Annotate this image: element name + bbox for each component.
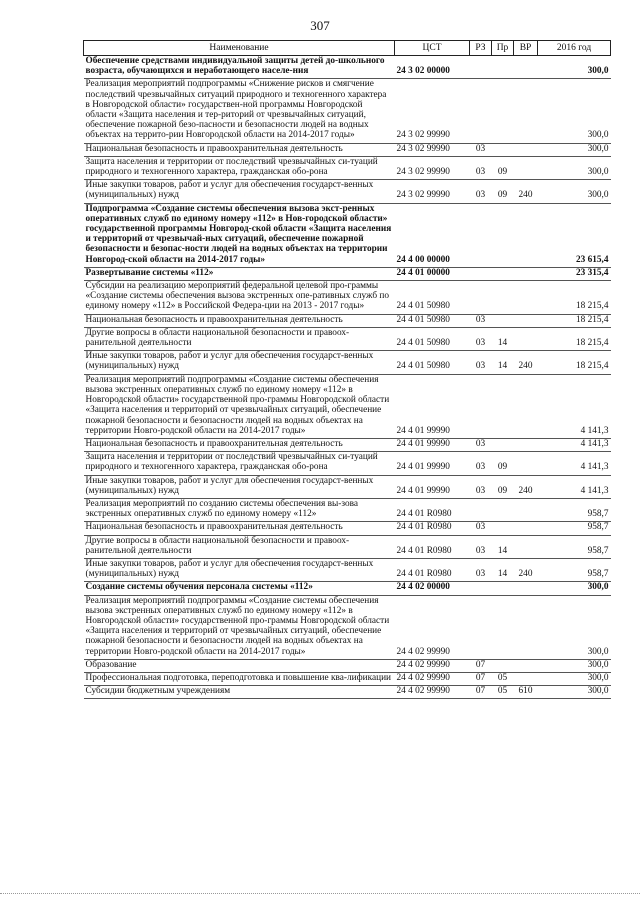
cell-pr: 09 — [492, 156, 514, 179]
cell-sum: 300,0 — [538, 659, 611, 672]
header-pr: Пр — [492, 41, 514, 56]
cell-rz: 03 — [470, 351, 492, 374]
cell-sum: 23 615,4 — [538, 203, 611, 267]
cell-sum: 300,0 — [538, 156, 611, 179]
cell-vr — [514, 522, 538, 535]
cell-cst: 24 4 01 99990 — [395, 374, 470, 438]
cell-pr — [492, 659, 514, 672]
cell-pr: 05 — [492, 686, 514, 699]
table-row — [84, 659, 611, 672]
cell-name: Иные закупки товаров, работ и услуг для обеспечения государст-венных (муниципальных) нужд — [84, 351, 395, 374]
table-row — [84, 351, 611, 374]
cell-pr — [492, 281, 514, 315]
cell-vr — [514, 79, 538, 143]
cell-rz — [470, 56, 492, 79]
cell-pr: 14 — [492, 351, 514, 374]
cell-vr — [514, 582, 538, 595]
cell-rz: 03 — [470, 156, 492, 179]
table-row — [84, 327, 611, 350]
cell-sum: 4 141,3 — [538, 452, 611, 475]
cell-vr — [514, 314, 538, 327]
cell-vr — [514, 498, 538, 521]
cell-cst: 24 4 02 99990 — [395, 686, 470, 699]
table-row — [84, 281, 611, 315]
cell-vr — [514, 281, 538, 315]
table-body — [84, 56, 611, 699]
cell-name: Иные закупки товаров, работ и услуг для обеспечения государст-венных (муниципальных) нужд — [84, 558, 395, 581]
cell-rz — [470, 79, 492, 143]
table-row — [84, 595, 611, 659]
cell-cst: 24 4 01 R0980 — [395, 535, 470, 558]
cell-name: Профессиональная подготовка, переподготовка и повышение ква-лификации — [84, 672, 395, 685]
cell-pr — [492, 56, 514, 79]
cell-name: Реализация мероприятий подпрограммы «Создание системы обеспечения вызова экстренных оперативных служб по единому номеру «112» в Новгородской области» государственной про-граммы Новгородской области «Защита населения и территорий от чрезвычайных ситуаций, обеспечение пожарной безопасности и безопасности людей на водных объектах на территории Новго-родской области на 2014-2017 годы» — [84, 595, 395, 659]
header-name: Наименование — [84, 41, 395, 56]
cell-pr — [492, 438, 514, 451]
cell-name: Развертывание системы «112» — [84, 267, 395, 280]
scan-edge-dots — [0, 893, 640, 896]
cell-name: Защита населения и территории от последствий чрезвычайных си-туаций природного и техногенного характера, гражданская обо-рона — [84, 452, 395, 475]
cell-name: Иные закупки товаров, работ и услуг для обеспечения государст-венных (муниципальных) нужд — [84, 475, 395, 498]
cell-cst: 24 4 01 99990 — [395, 438, 470, 451]
cell-sum: 300,0 — [538, 582, 611, 595]
cell-rz — [470, 374, 492, 438]
cell-name: Реализация мероприятий подпрограммы «Создание системы обеспечения вызова экстренных оперативных служб по единому номеру «112» в Новгородской области» государственной про-граммы Новгородской области «Защита населения и территорий от чрезвычайных ситуаций, обеспечение пожарной безопасности и безопасности людей на водных объектах на территории Новго-родской области на 2014-2017 годы» — [84, 374, 395, 438]
budget-table — [83, 40, 611, 699]
cell-cst: 24 4 01 50980 — [395, 351, 470, 374]
cell-pr — [492, 522, 514, 535]
table-row — [84, 522, 611, 535]
cell-pr — [492, 595, 514, 659]
cell-cst: 24 3 02 99990 — [395, 180, 470, 203]
cell-name: Национальная безопасность и правоохранительная деятельность — [84, 143, 395, 156]
cell-sum: 23 315,4 — [538, 267, 611, 280]
cell-name: Реализация мероприятий по созданию системы обеспечения вы-зова экстренных оперативных служб по единому номеру «112» — [84, 498, 395, 521]
cell-pr — [492, 314, 514, 327]
cell-sum: 300,0 — [538, 56, 611, 79]
cell-pr: 14 — [492, 535, 514, 558]
cell-rz — [470, 281, 492, 315]
cell-rz — [470, 498, 492, 521]
cell-pr — [492, 79, 514, 143]
cell-vr — [514, 452, 538, 475]
cell-sum: 300,0 — [538, 686, 611, 699]
cell-sum: 300,0 — [538, 79, 611, 143]
cell-rz — [470, 595, 492, 659]
cell-vr: 610 — [514, 686, 538, 699]
cell-name: Создание системы обучения персонала системы «112» — [84, 582, 395, 595]
cell-rz: 03 — [470, 438, 492, 451]
cell-name: Национальная безопасность и правоохранительная деятельность — [84, 522, 395, 535]
cell-vr — [514, 535, 538, 558]
cell-rz: 03 — [470, 558, 492, 581]
table-row — [84, 156, 611, 179]
table-row — [84, 180, 611, 203]
cell-sum: 300,0 — [538, 672, 611, 685]
cell-sum: 300,0 — [538, 595, 611, 659]
cell-sum: 300,0 — [538, 180, 611, 203]
cell-vr — [514, 327, 538, 350]
cell-cst: 24 4 01 R0980 — [395, 498, 470, 521]
cell-sum: 958,7 — [538, 558, 611, 581]
cell-rz: 03 — [470, 452, 492, 475]
cell-cst: 24 4 01 99990 — [395, 475, 470, 498]
cell-rz: 07 — [470, 686, 492, 699]
cell-vr — [514, 143, 538, 156]
cell-rz — [470, 267, 492, 280]
cell-pr: 05 — [492, 672, 514, 685]
cell-sum: 4 141,3 — [538, 438, 611, 451]
cell-name: Образование — [84, 659, 395, 672]
cell-cst: 24 4 01 50980 — [395, 327, 470, 350]
table-row — [84, 374, 611, 438]
cell-sum: 958,7 — [538, 535, 611, 558]
cell-vr: 240 — [514, 475, 538, 498]
cell-cst: 24 4 01 R0980 — [395, 522, 470, 535]
cell-name: Национальная безопасность и правоохранительная деятельность — [84, 438, 395, 451]
cell-cst: 24 3 02 99990 — [395, 143, 470, 156]
cell-pr: 09 — [492, 475, 514, 498]
cell-name: Реализация мероприятий подпрограммы «Снижение рисков и смягчение последствий чрезвычайных ситуаций природного и техногенного характера в Новгородской области» государствен-ной программы Новгородской области «Защита населения и тер-риторий от чрезвычайных ситуаций, обеспечение пожарной безо-пасности и безопасности людей на водных объектах на террито-рии Новгородской области на 2014-2017 годы» — [84, 79, 395, 143]
table-row — [84, 56, 611, 79]
table-row — [84, 203, 611, 267]
cell-name: Субсидии на реализацию мероприятий федеральной целевой про-граммы «Создание системы обеспечения вызова экстренных опе-ративных служб по единому номеру «112» в Российской Федера-ции на 2013 - 2017 годы» — [84, 281, 395, 315]
cell-rz: 03 — [470, 180, 492, 203]
table-row — [84, 582, 611, 595]
cell-sum: 18 215,4 — [538, 281, 611, 315]
cell-cst: 24 4 01 00000 — [395, 267, 470, 280]
cell-cst: 24 4 01 50980 — [395, 281, 470, 315]
cell-pr — [492, 143, 514, 156]
cell-cst: 24 3 02 00000 — [395, 56, 470, 79]
cell-name: Другие вопросы в области национальной безопасности и правоох-ранительной деятельности — [84, 535, 395, 558]
cell-pr — [492, 582, 514, 595]
header-rz: РЗ — [470, 41, 492, 56]
cell-name: Иные закупки товаров, работ и услуг для обеспечения государст-венных (муниципальных) нужд — [84, 180, 395, 203]
table-row — [84, 267, 611, 280]
cell-rz: 03 — [470, 475, 492, 498]
cell-name: Субсидии бюджетным учреждениям — [84, 686, 395, 699]
cell-rz: 03 — [470, 314, 492, 327]
cell-cst: 24 4 02 00000 — [395, 582, 470, 595]
cell-pr: 09 — [492, 452, 514, 475]
cell-name: Подпрограмма «Создание системы обеспечения вызова экст-ренных оперативных служб по единому номеру «112» в Нов-городской области» государственной программы Новгород-ской области «Защита населения и территорий от чрезвычай-ных ситуаций, обеспечение пожарной безопасности и безопас-ности людей на водных объектах на территории Новгород-ской области на 2014-2017 годы» — [84, 203, 395, 267]
cell-vr: 240 — [514, 558, 538, 581]
cell-sum: 18 215,4 — [538, 314, 611, 327]
cell-cst: 24 4 02 99990 — [395, 595, 470, 659]
cell-vr — [514, 203, 538, 267]
table-row — [84, 672, 611, 685]
cell-name: Другие вопросы в области национальной безопасности и правоох-ранительной деятельности — [84, 327, 395, 350]
cell-vr: 240 — [514, 351, 538, 374]
cell-sum: 4 141,3 — [538, 475, 611, 498]
cell-rz: 07 — [470, 672, 492, 685]
cell-vr — [514, 659, 538, 672]
cell-cst: 24 3 02 99990 — [395, 156, 470, 179]
cell-vr — [514, 56, 538, 79]
cell-cst: 24 4 00 00000 — [395, 203, 470, 267]
cell-pr — [492, 498, 514, 521]
cell-sum: 958,7 — [538, 522, 611, 535]
cell-sum: 18 215,4 — [538, 327, 611, 350]
cell-name: Национальная безопасность и правоохранительная деятельность — [84, 314, 395, 327]
cell-sum: 300,0 — [538, 143, 611, 156]
table-row — [84, 558, 611, 581]
cell-vr — [514, 156, 538, 179]
cell-sum: 4 141,3 — [538, 374, 611, 438]
header-2016: 2016 год — [538, 41, 611, 56]
cell-pr — [492, 374, 514, 438]
table-row — [84, 143, 611, 156]
header-cst: ЦСТ — [395, 41, 470, 56]
table-row — [84, 498, 611, 521]
table-row — [84, 452, 611, 475]
table-row — [84, 314, 611, 327]
cell-pr — [492, 203, 514, 267]
cell-rz — [470, 582, 492, 595]
cell-rz: 03 — [470, 535, 492, 558]
cell-vr: 240 — [514, 180, 538, 203]
cell-sum: 18 215,4 — [538, 351, 611, 374]
cell-cst: 24 4 02 99990 — [395, 672, 470, 685]
cell-vr — [514, 374, 538, 438]
cell-rz: 03 — [470, 143, 492, 156]
cell-rz — [470, 203, 492, 267]
table-row — [84, 535, 611, 558]
cell-cst: 24 4 01 50980 — [395, 314, 470, 327]
cell-vr — [514, 438, 538, 451]
cell-vr — [514, 672, 538, 685]
header-vr: ВР — [514, 41, 538, 56]
table-row — [84, 475, 611, 498]
cell-name: Защита населения и территории от последствий чрезвычайных си-туаций природного и техногенного характера, гражданская обо-рона — [84, 156, 395, 179]
table-header — [84, 41, 611, 56]
cell-cst: 24 4 01 R0980 — [395, 558, 470, 581]
table-row — [84, 686, 611, 699]
cell-pr: 14 — [492, 327, 514, 350]
cell-name: Обеспечение средствами индивидуальной защиты детей до-школьного возраста, обучающихся и неработающего населе-ния — [84, 56, 395, 79]
cell-pr: 09 — [492, 180, 514, 203]
cell-rz: 03 — [470, 522, 492, 535]
table-row — [84, 438, 611, 451]
cell-vr — [514, 595, 538, 659]
cell-pr — [492, 267, 514, 280]
cell-cst: 24 4 02 99990 — [395, 659, 470, 672]
cell-pr: 14 — [492, 558, 514, 581]
cell-vr — [514, 267, 538, 280]
cell-rz: 07 — [470, 659, 492, 672]
cell-rz: 03 — [470, 327, 492, 350]
table-row — [84, 79, 611, 143]
cell-cst: 24 3 02 99990 — [395, 79, 470, 143]
page-number: 307 — [310, 18, 330, 33]
cell-sum: 958,7 — [538, 498, 611, 521]
cell-cst: 24 4 01 99990 — [395, 452, 470, 475]
